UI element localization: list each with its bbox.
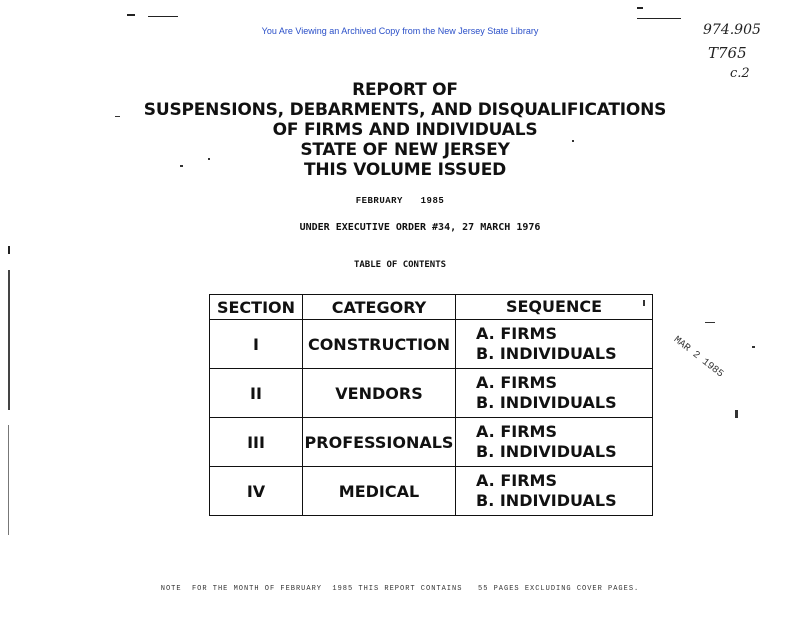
header-category: CATEGORY [303,295,456,320]
sequence-cell [456,320,653,369]
sequence-cell [456,418,653,467]
category-name: MEDICAL [303,467,456,516]
toc-title: TABLE OF CONTENTS [353,260,447,270]
title-line-2: SUSPENSIONS, DEBARMENTS, AND DISQUALIFICATIONS [143,100,667,120]
scan-edge-line [8,270,10,410]
section-number: III [210,418,303,467]
scan-speck [8,246,10,254]
call-number-line-3: c.2 [730,66,750,81]
scan-speck [705,322,715,323]
scan-edge-line [8,425,9,535]
archive-banner: You Are Viewing an Archived Copy from the New Jersey State Library [261,26,539,36]
table-row [210,369,653,418]
sequence-individuals: B. INDIVIDUALS [476,393,617,412]
call-number-line-1: 974.905 [703,22,761,38]
sequence-firms: A. FIRMS [476,373,557,392]
issue-date: FEBRUARY 1985 [355,196,445,206]
scan-speck [735,410,738,418]
table-row [210,418,653,467]
executive-order: UNDER EXECUTIVE ORDER #34, 27 MARCH 1976 [299,222,541,233]
category-name: CONSTRUCTION [303,320,456,369]
section-number: IV [210,467,303,516]
scan-speck [572,140,574,142]
sequence-individuals: B. INDIVIDUALS [476,442,617,461]
title-line-5: THIS VOLUME ISSUED [303,160,507,180]
sequence-cell [456,467,653,516]
received-stamp: MAR 2 1985 [670,334,726,381]
section-number: II [210,369,303,418]
title-line-3: OF FIRMS AND INDIVIDUALS [272,120,538,140]
header-sequence: SEQUENCE [456,295,653,320]
report-title [0,80,800,180]
table-row [210,320,653,369]
toc-header-row [210,295,653,320]
category-name: VENDORS [303,369,456,418]
sequence-individuals: B. INDIVIDUALS [476,344,617,363]
scan-speck [208,158,210,160]
title-line-4: STATE OF NEW JERSEY [300,140,510,160]
scan-speck [752,346,755,348]
sequence-firms: A. FIRMS [476,422,557,441]
sequence-firms: A. FIRMS [476,324,557,343]
call-number-line-2: T765 [708,44,747,62]
scan-speck [180,165,183,167]
title-line-1: REPORT OF [352,80,458,100]
scan-speck [148,16,178,17]
scan-speck [127,14,135,16]
scan-speck [637,7,643,9]
header-section: SECTION [210,295,303,320]
section-number: I [210,320,303,369]
toc-table [209,294,653,516]
sequence-cell [456,369,653,418]
sequence-individuals: B. INDIVIDUALS [476,491,617,510]
table-row [210,467,653,516]
scan-speck [643,300,645,306]
category-name: PROFESSIONALS [303,418,456,467]
footer-note: NOTE FOR THE MONTH OF FEBRUARY 1985 THIS REPORT CONTAINS 55 PAGES EXCLUDING COVER PAGES. [160,585,640,593]
scan-speck [115,116,120,117]
sequence-firms: A. FIRMS [476,471,557,490]
scan-speck [637,18,681,19]
